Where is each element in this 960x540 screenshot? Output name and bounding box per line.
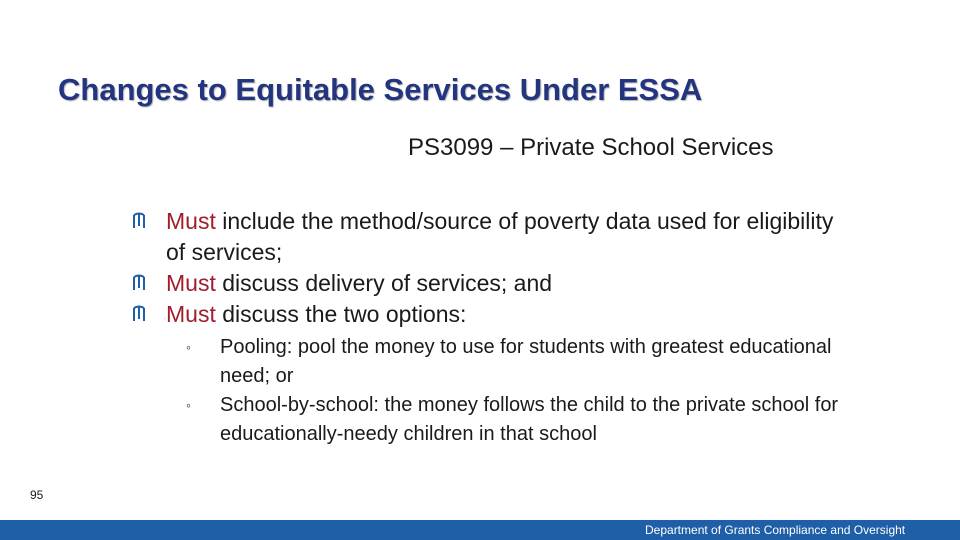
footer-bar <box>0 520 960 540</box>
bullet-item <box>128 299 848 330</box>
page-number: 95 <box>30 488 44 502</box>
bullet-keyword: Must <box>166 208 216 234</box>
hanging-wavy-bullet-icon <box>130 268 148 299</box>
subbullet-item <box>186 391 846 449</box>
bullet-text: discuss delivery of services; and <box>215 270 553 296</box>
hanging-wavy-bullet-icon <box>130 206 148 237</box>
hanging-wavy-bullet-icon <box>130 299 148 330</box>
bullet-text: discuss the two options: <box>215 301 467 327</box>
slide-subtitle: PS3099 – Private School Services <box>408 134 774 161</box>
hollow-circle-bullet-icon: ◦ <box>186 339 191 355</box>
bullet-list <box>128 206 848 330</box>
subbullet-text: School-by-school: the money follows the child to the private school for educationally-needy children in that school <box>220 394 839 445</box>
subbullet-list <box>186 333 846 449</box>
bullet-item <box>128 268 848 299</box>
hollow-circle-bullet-icon: ◦ <box>186 397 191 413</box>
bullet-text: include the method/source of poverty data used for eligibility of services; <box>166 208 834 265</box>
slide-title: Changes to Equitable Services Under ESSA <box>58 72 703 107</box>
bullet-item <box>128 206 848 268</box>
bullet-keyword: Must <box>166 301 216 327</box>
bullet-keyword: Must <box>166 270 216 296</box>
footer-text: Department of Grants Compliance and Oversight <box>645 523 906 537</box>
subbullet-text: Pooling: pool the money to use for students with greatest educational need; or <box>220 336 832 387</box>
subbullet-item <box>186 333 846 391</box>
